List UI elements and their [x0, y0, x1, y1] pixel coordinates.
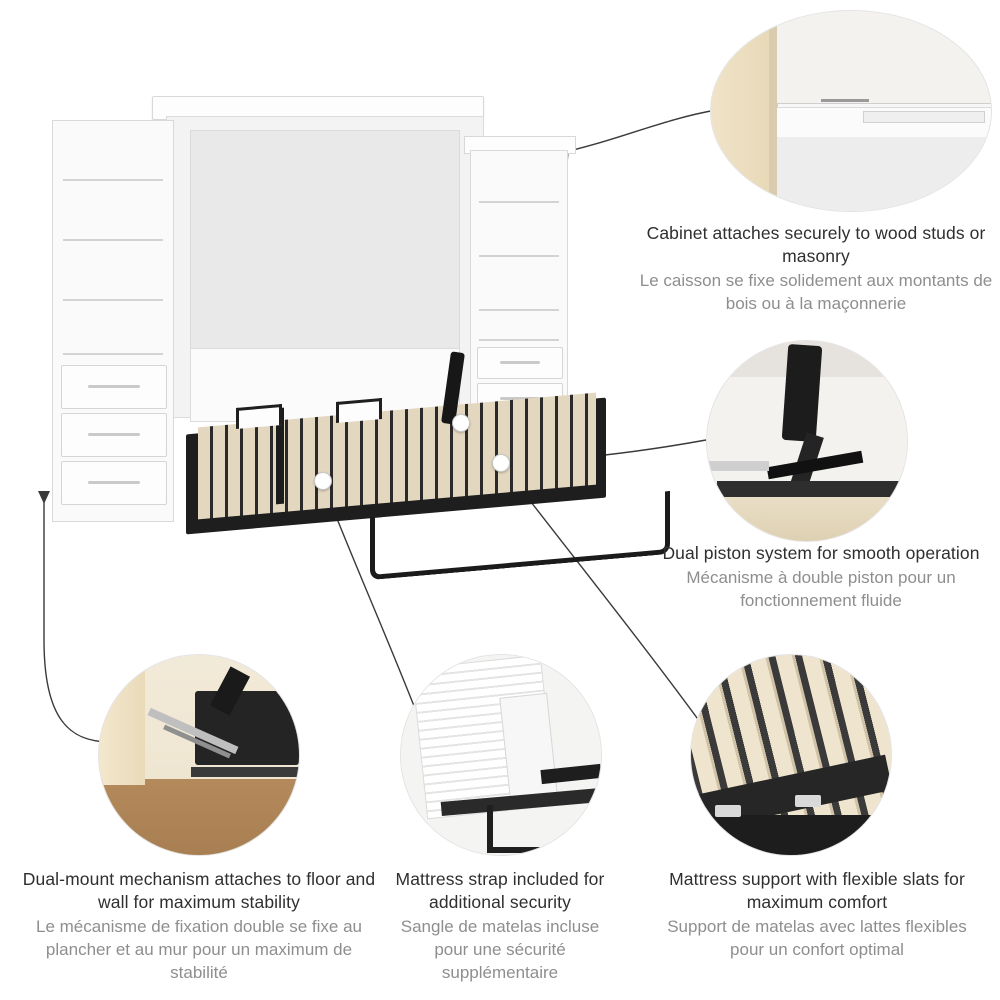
drawer — [61, 365, 167, 409]
mattress-strap-photo — [400, 654, 602, 856]
marker-dot-piston — [452, 414, 470, 432]
caption-mattress-strap — [388, 868, 612, 984]
caption-fr: Le caisson se fixe solidement aux montants de bois ou à la maçonnerie — [639, 271, 993, 313]
left-storage-tower — [52, 120, 174, 522]
drawer — [61, 413, 167, 457]
dual-mount-photo — [98, 654, 300, 856]
caption-en: Mattress strap included for additional security — [395, 869, 605, 912]
caption-mattress-support — [652, 868, 982, 961]
marker-dot-strap — [314, 472, 332, 490]
caption-fr: Mécanisme à double piston pour un fonctionnement fluide — [686, 568, 956, 610]
caption-cabinet-attachment — [636, 222, 996, 315]
cabinet-attachment-photo — [710, 10, 992, 212]
mattress-support-photo — [690, 654, 892, 856]
drawer — [477, 347, 563, 379]
caption-fr: Sangle de matelas incluse pour une sécurité supplémentaire — [400, 917, 600, 982]
caption-fr: Support de matelas avec lattes flexibles pour un confort optimal — [667, 917, 967, 959]
dual-piston-photo — [706, 340, 908, 542]
slat-bracket — [336, 398, 382, 423]
caption-dual-piston — [656, 542, 986, 612]
caption-en: Dual-mount mechanism attaches to floor and wall for maximum stability — [22, 869, 376, 912]
caption-fr: Le mécanisme de fixation double se fixe au plancher et au mur pour un maximum de stabilité — [35, 917, 363, 982]
caption-en: Mattress support with flexible slats for maximum comfort — [669, 869, 965, 912]
wall-bed-illustration — [40, 80, 660, 570]
caption-en: Dual piston system for smooth operation — [662, 543, 980, 563]
drawer — [61, 461, 167, 505]
caption-dual-mount — [18, 868, 380, 984]
marker-dot-slats — [492, 454, 510, 472]
slat-bracket — [236, 404, 282, 429]
caption-en: Cabinet attaches securely to wood studs or masonry — [646, 223, 986, 266]
